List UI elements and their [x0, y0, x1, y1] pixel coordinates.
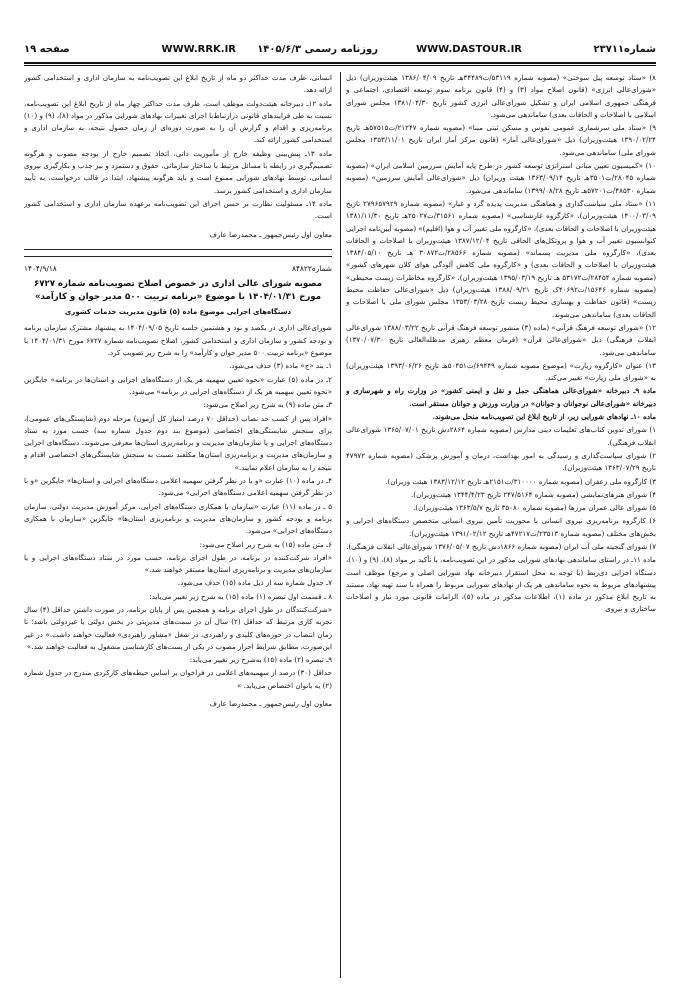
section-separator-thin — [24, 256, 332, 257]
paragraph: ۳ـ متن ماده (۹) به شرح زیر اصلاح می‌شود: — [203, 400, 332, 410]
article-paragraph: ماده ۱۴ـ مسئولیت نظارت بر حسن اجرای این تصویب‌نامه برعهده سازمان اداری و استخدامی کشور است. — [24, 198, 332, 221]
article-paragraph: ماده ۱۱ـ در راستای ساماندهی نهادهای شورایی مذکور در این تصویب‌نامه، با تأکید بر مواد (۸)، (۹) و (۱۰)، دستگاه اجرایی ذی‌ربط (با توجه به محل استقرار دبیرخانه نهاد شورایی اصلی و مرجع) موظف است پیشنهادهای مربوط به نحوه ساماندهی هر یک از نهادهای شورایی مربوط را همراه با سند تهیه نهاد، مستند به تاریخ ابلاغ مذکور در ماده (۱)، اطلاعات مذکور در ماده (۵)، الزامات قانونی مورد نیاز و اصلاحات ساختاری و نیروی — [346, 555, 656, 614]
list-item: ۶) کارگروه برنامه‌ریزی نیروی انسانی با محوریت تأمین نیروی انسانی متخصص دستگاه‌های اجرایی و بخش‌های مختلف (مصوبه شماره ۲۳۵۱۳/ت۴۷۲۱۷هـ تاریخ ۱۳۹۱/۰۲/۱۲ هیئت‌وزیران). — [346, 516, 656, 538]
list-item: ۵) شورای عالی عمران مرزها (مصوبه شماره ۳۵۰۸۰ تاریخ ۱۳۶۳/۵/۷ هیئت‌وزیران). — [413, 503, 656, 513]
page-header — [24, 42, 656, 60]
paragraph: «افراد شرکت‌کننده در برنامه، در طول اجرای برنامه، حسب مورد در ستاد دستگاه‌های اجرایی و یا سازمان‌های مدیریت و برنامه‌ریزی استان‌ها مستقر خواهند شد.» — [24, 552, 332, 575]
document-date: ۱۴۰۴/۹/۱۸ — [24, 263, 57, 273]
issue-number: شماره۲۳۷۱۱ — [593, 44, 656, 55]
article-paragraph: ماده ۱۳ـ پیش‌بینی وظیفه خارج از مأموریت ذاتی، اتخاذ تصمیم خارج از بودجه مصوب و هرگونه تصمیم‌گیری در رابطه با مسائل مرتبط با ساختار سازمانی، حقوق و دستمزد و نیز جذب و بکارگیری نیروی انسانی، توسط نهادهای شورایی ممنوع است و باید هرگونه پیشنهاد، ابتدا در قالب درخواست، به تأیید سازمان اداری و استخدامی کشور برسد. — [24, 148, 332, 195]
paragraph: ۵ ـ در ماده (۱۱) عبارت «سازمان با همکاری دستگاه‌های اجرایی، مرکز آموزش مدیریت دولتی، سازمان برنامه و بودجه کشور و سازمان‌های مدیریت و برنامه‌ریزی استان‌ها» جایگزین «سازمان با همکاری دستگاه‌های اجرایی» می‌شود. — [24, 501, 332, 536]
website-rrk[interactable]: WWW.RRK.IR — [161, 44, 236, 55]
page-number: صفحه ۱۹ — [24, 44, 70, 55]
paragraph: ۴ـ در ماده (۱۰) عبارت «و با در نظر گرفتن سهمیه اعلامی دستگاه‌های اجرایی و استان‌ها» جایگزین «و با در نظر گرفتن سهمیه اعلامی دستگاه‌های اجرایی» می‌شود. — [24, 476, 332, 498]
header-rule — [24, 62, 656, 64]
article-paragraph: ماده ۱۲ـ دبیرخانه هیئت‌دولت موظف است، ظرف مدت حداکثر چهار ماه از تاریخ ابلاغ این تصویب‌نامه، نسبت به طی فرایندهای قانونی درارتباط‌با اجرای تغییرات نهادهای شورایی مذکور در مواد (۸)، (۹) و (۱۰) برنامه‌ریزی و اقدام و گزارش آن را به صورت دوره‌ای از زمان حصول نتیجه، به سازمان اداری و استخدامی کشور ارائه کند. — [24, 98, 332, 145]
article-heading: ماده ۱۰ـ نهادهای شورایی زیر، از تاریخ ابلاغ این تصویب‌نامه منحل می‌شوند. — [432, 412, 656, 422]
paragraph: حداقل (۳۰) درصد از سهمیه‌های اعلامی در فراخوان بر اساس حیطه‌های کارکردی مندرج در جدول شماره (۲) به بانوان اختصاص می‌یابد. » — [24, 668, 332, 690]
section-separator — [24, 249, 332, 250]
list-item: ۲) شورای سیاست‌گذاری و رسیدگی به امور بهداشت، درمان و آموزش پزشکی (مصوبه شماره ۴۷۹۷۲ تاریخ ۱۳۶۳/۰۷/۲۹ هیئت‌وزیران). — [346, 450, 656, 473]
list-item: ۷) شورای گنجینه ملی آب ایران (مصوبه شماره ۱۸۶۶دش تاریخ ۱۳۷۶/۰۵/۰۷ شورای‌عالی انقلاب فرهنگی). — [346, 541, 656, 551]
paragraph: ۱۱) «ستاد ملی سیاست‌گذاری و هماهنگی مدیریت پدیده گرد و غبار» (مصوبه شماره ۲۷۹۶۵۷۹۲۹ تاریخ ۱۴۰۰/۰۳/۰۹ هیئت‌وزیران)، «کارگروه غارشناسی» (مصوبه شماره ۳۱۵۶۱/ت۲۵۰۲۷هـ تاریخ ۱۳۸۱/۱۱/۳۰ هیئت‌وزیران با اصلاحات و الحاقات بعدی)، «کارگروه ملی تغییر آب و هوا (اقلیم)» (مصوبه آیین‌نامه اجرایی کنوانسیون تغییر آب و هوا و پروتکل‌های الحاقی تاریخ ۱۳۸۷/۱۲/۰۴ هیئت‌وزیران با اصلاحات و الحاقات بعدی)، «کارگروه ملی مدیریت پسماند» (مصوبه شماره ۲۸۵۶۶/ت۳۰۸۷۲ هـ تاریخ ۱۳۸۴/۰۵/۱۰ هیئت‌وزیران با اصلاحات و الحاقات بعدی) و «کارگروه ملی کاهش آلودگی هوای کلان شهرهای کشور» (مصوبه شماره ۲۸۴۵۴/ت۵۳۱۷۲ هـ تاریخ ۱۳۹۵/۰۳/۱۹ هیئت‌وزیران)، «کارگروه مخاطرات زیست محیطی» (مصوبه شماره ۱۵۶۴۶/ت۴۰۶۹۲ک تاریخ ۱۳۸۸/۰۹/۲۱ هیئت‌وزیران) ذیل «شورای‌عالی حفاظت محیط زیست» (قانون حفاظت و بهسازی محیط زیست تاریخ ۱۳۵۳/۰۳/۲۸ مجلس شورای ملی با اصلاحات و الحاقات بعدی) ساماندهی می‌شوند. — [346, 198, 656, 319]
header-rule-thin — [24, 65, 656, 66]
document-recipients: دستگاه‌های اجرایی موضوع ماده (۵) قانون مدیریت خدمات کشوری — [64, 308, 292, 317]
document-title: مصوبه شورای عالی اداری در خصوص اصلاح تصویب‌نامه شماره ۶۷۲۷ مورخ ۱۴۰۴/۰۱/۳۱ با موضوع «برنامه تربیت ۵۰۰ مدیر جوان و کارآمد» — [33, 279, 323, 303]
paragraph: ۱۰) «کمیسیون تعیین مبانی استراتژی توسعه کشور در طرح پایه آمایش سرزمین اسلامی ایران» (مصوبه شماره ۲۸۰۴۵/ت۳۵۰۱هـ تاریخ ۱۳۶۳/۰۹/۱۴ هیئت وزیران) ذیل «شورای‌عالی آمایش سرزمین» (مصوبه شماره ۴۸۵۳۰/ت۵۷۲۰۱هـ تاریخ ۱۳۹۹/۰۸/۲۸) ساماندهی می‌شود. — [346, 161, 656, 195]
list-item: ۴) شورای هنرهای‌نمایشی (مصوبه شماره ۲۴۷/۵۱۶۴ تاریخ ۱۳۴۴/۴/۲۳ هیئت‌وزیران). — [411, 489, 656, 499]
paragraph: ۲ـ در ماده (۵) عبارت «نحوه تعیین سهمیه هر یک از دستگاه‌های اجرایی و استان‌ها در برنامه» جایگزین «نحوه تعیین سهمیه هر یک از دستگاه‌های اجرایی در برنامه» می‌شود. — [24, 374, 332, 396]
paragraph: «شرکت‌کنندگان در طول اجرای برنامه و همچنین پس از پایان برنامه، در صورت داشتن حداقل (۴) سال تجربه کاری مرتبط که حداقل (۲) سال آن در سمت‌های مدیریتی در بخش دولتی یا غیردولتی باشد؛ تا زمان انتصاب در حوزه‌های کلیدی و راهبردی، در شغل «مشاور راهبردی» فعالیت خواهند داشت.» در غیر این‌صورت، مطابق شرایط احراز مصوب در یکی از پست‌های کارشناسی مشغول به فعالیت خواهند شد.» — [24, 604, 332, 651]
paragraph: ۶ـ متن ماده (۱۵) به شرح زیر اصلاح می‌شود: — [199, 539, 332, 549]
document-number: شماره۸۴۸۲۲ — [291, 263, 332, 273]
column-divider — [340, 72, 341, 978]
paragraph: ۸ ـ قسمت اول تبصره (۱) ماده (۱۵) به شرح زیر تغییر می‌یابد: — [149, 591, 332, 601]
signature: معاون اول رئیس‌جمهور ـ محمدرضا عارف — [209, 229, 332, 239]
paragraph: ۱۲) «شورای توسعه فرهنگ قرآنی» (ماده (۳) منشور توسعه فرهنگ قرآنی تاریخ ۱۳۸۸/۰۳/۲۲ شورای‌عالی انقلاب فرهنگی) ذیل «شورای‌عالی قرآن» (فرمان معظم رهبری مدظله‌العالی تاریخ ۱۳۷۰/۰۷/۳۰) ساماندهی می‌شود. — [346, 322, 656, 357]
right-column — [346, 72, 656, 980]
article-heading: ماده ۹ـ دبیرخانه «شورای‌عالی هماهنگی حمل و نقل و ایمنی کشور» در وزارت راه و شهرسازی و دبیرخانه «شورای‌عالی نوجوانان و جوانان» در وزارت ورزش و جوانان مستقر است. — [346, 386, 656, 408]
paragraph: ۱۳) عنوان «کارگروه زیارت» (موضوع مصوبه شماره ۶۹۴۴۹/ت۵۰۴۵۱هـ تاریخ ۱۳۹۳/۰۶/۲۶ هیئت‌وزیران) به «شورای ملی زیارت» تغییر می‌کند. — [346, 360, 656, 383]
paragraph: ۸) «ستاد توسعه پیل سوختی» (مصوبه شماره ۵۳۱۱۹/ت۳۴۴۸۹هـ تاریخ ۱۳۸۶/۰۴/۰۹ هیئت‌وزیران) ذیل «شورای‌عالی انرژی» (قانون اصلاح مواد (۳) و (۴) قانون برنامه سوم توسعه اقتصادی، اجتماعی و فرهنگی جمهوری اسلامی ایران و تشکیل شورای‌عالی انرژی کشور تاریخ ۱۳۸۱/۰۴/۳۰ مجلس شورای اسلامی با اصلاحات و الحاقات بعدی) ساماندهی می‌شود. — [346, 73, 656, 119]
paragraph: انسانی، ظرف مدت حداکثر دو ماه از تاریخ ابلاغ این تصویب‌نامه به سازمان اداری و استخدامی کشور ارائه دهد. — [24, 73, 332, 95]
paragraph: «افراد پس از کسب حد نصاب (حداقل ۷۰ درصد امتیاز کل آزمون) مرحله دوم (شایستگی‌های عمومی)، برای سنجش شایستگی‌های اختصاصی (موضوع بند دوم جدول شماره سه) حسب مورد به ستاد دستگاه‌های اجرایی و یا سازمان‌های مدیریت و برنامه‌ریزی استان‌ها معرفی می‌شوند. دستگاه‌های اجرایی و سازمان‌های مدیریت و برنامه‌ریزی استان‌ها مکلفند نسبت به سنجش شایستگی‌های اختصاصی اقدام و نتیجه را به سازمان اعلام نمایند.» — [24, 413, 332, 472]
website-dastour[interactable]: WWW.DASTOUR.IR — [416, 44, 522, 55]
left-column — [24, 72, 332, 980]
gazette-date: روزنامه رسمی ۱۴۰۵/۶/۳ — [257, 44, 378, 55]
list-item: ۳) کارگروه ملی زعفران (مصوبه شماره ۳۱۰۰۰۰/ت۲۱۵۱هـ تاریخ ۱۳۸۳/۱۲/۱۲ هیئت وزیران). — [385, 476, 656, 486]
paragraph: ۱ـ بند «ج» ماده (۳) حذف می‌شود. — [229, 361, 332, 371]
paragraph: شورای‌عالی اداری در یکصد و نود و هشتمین جلسه تاریخ ۱۴۰۴/۰۹/۰۵ به پیشنهاد مشترک سازمان برنامه و بودجه کشور و سازمان اداری و استخدامی کشور، اصلاح تصویب‌نامه شماره ۶۷۲۷ مورخ ۱۴۰۴/۰۱/۳۱ با موضوع «برنامه تربیت ۵۰۰ مدیر جوان و کارآمد» را به شرح زیر تصویب کرد. — [24, 323, 332, 358]
paragraph: ۷ـ جدول شماره سه از ذیل ماده (۱۵) حذف می‌شود. — [177, 578, 332, 588]
paragraph: ۹) «ستاد ملی سرشماری عمومی نفوس و مسکن ثبتی مبنا» (مصوبه شماره ۲۱۲۴۷/ت۵۷۵۱۵هـ تاریخ ۱۳۹۰/۰۲/۲۴ هیئت‌وزیران) ذیل «شورای‌عالی آمار» (قانون مرکز آمار ایران تاریخ ۱۳۵۳/۱۱/۰۱ مجلس شورای ملی) ساماندهی می‌شود. — [346, 123, 656, 157]
document-meta — [24, 263, 332, 275]
list-item: ۱) شورای تدوین کتاب‌های تعلیمات دینی مدارس (مصوبه شماره ۲۸۶۴دش تاریخ ۱۳۶۵/۰۷/۰۱ شورای‌عالی انقلاب فرهنگی). — [346, 425, 656, 447]
paragraph: ۹ـ تبصره (۲) ماده (۱۵) به‌شرح زیر تغییر می‌یابد: — [189, 655, 332, 665]
signature: معاون اول رئیس‌جمهور ـ محمدرضا عارف — [209, 699, 332, 709]
